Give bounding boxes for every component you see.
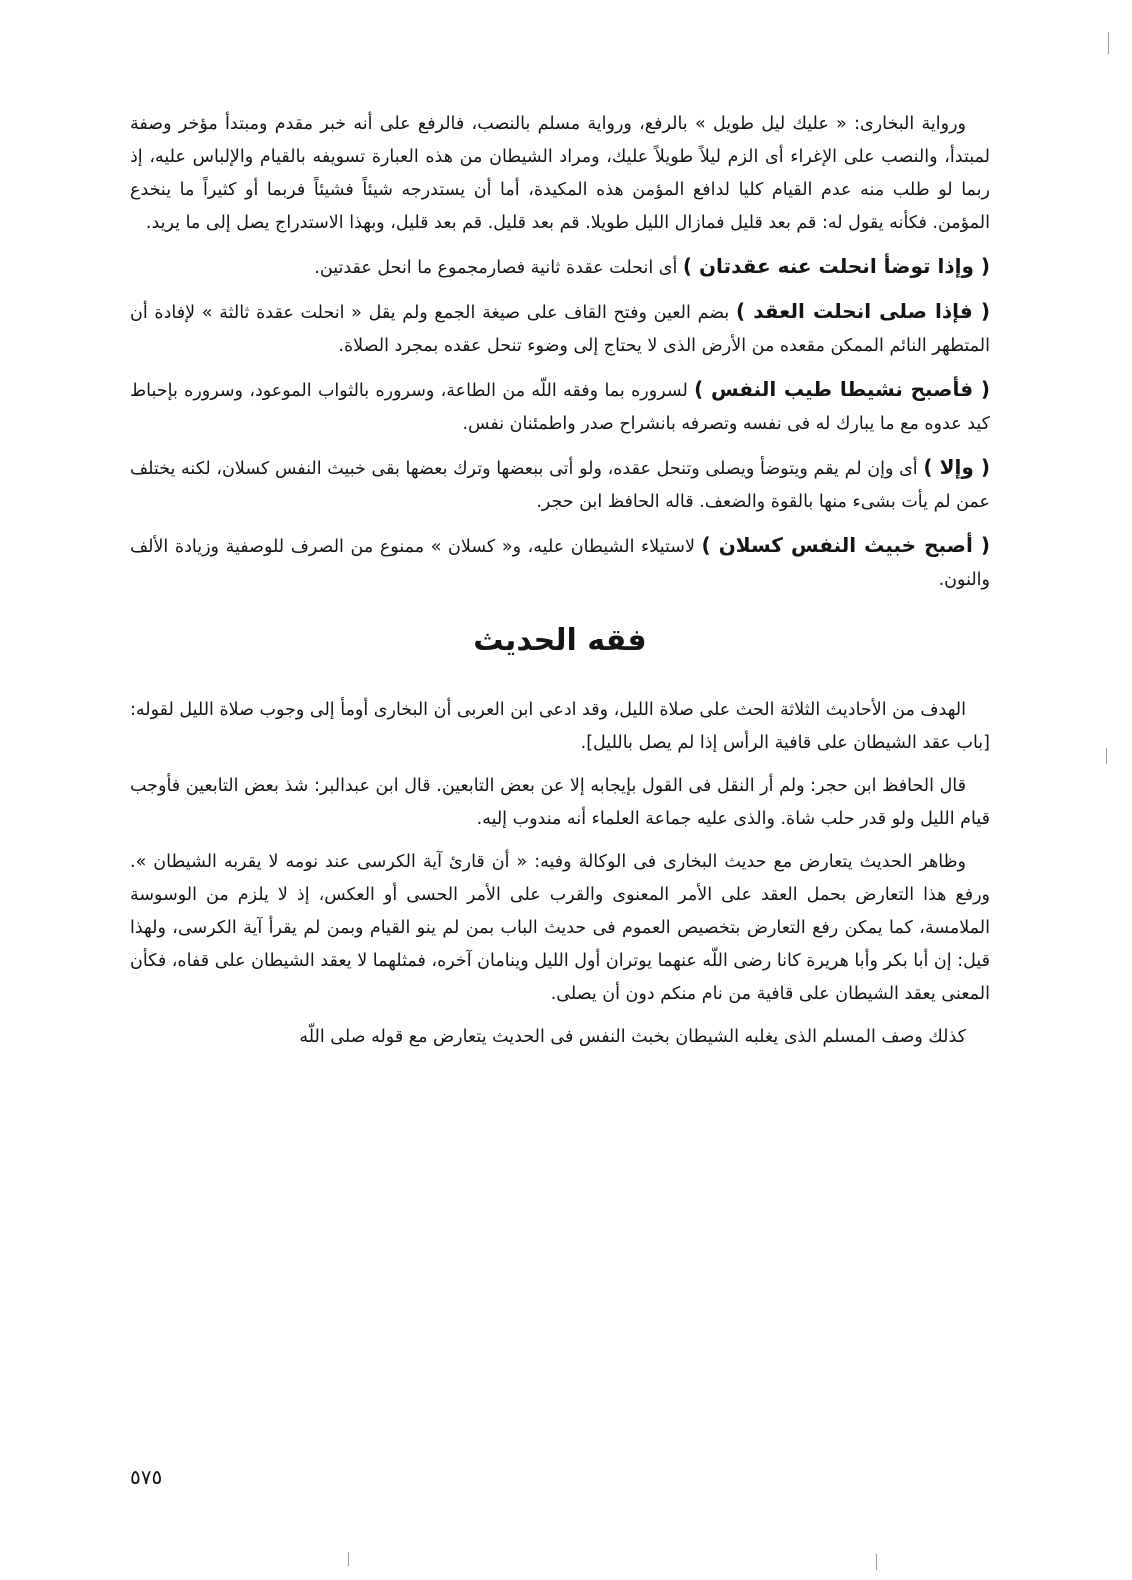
scan-mark (348, 1552, 349, 1566)
hadith-phrase: ( وإذا توضأ انحلت عنه عقدتان ) (682, 254, 990, 278)
body-paragraph: قال الحافظ ابن حجر: ولم أر النقل فى القول بإيجابه إلا عن بعض التابعين. قال ابن عبدالبر: شذ بعض التابعين فأوجب قيام الليل ولو قدر حلب شاة. والذى عليه جماعة العلماء أنه مندوب إليه. (130, 776, 990, 829)
scan-mark (876, 1554, 877, 1570)
commentary-paragraph (130, 451, 990, 519)
commentary-text: لسروره بما وفقه اللّه من الطاعة، وسروره بالثواب الموعود، وسروره بإحباط كيد عدوه مع ما يبارك له فى نفسه وتصرفه بانشراح صدر واطمئنان نفس. (130, 381, 990, 434)
body-paragraph: وظاهر الحديث يتعارض مع حديث البخارى فى الوكالة وفيه: « أن قارئ آية الكرسى عند نومه لا يقربه الشيطان ». ورفع هذا التعارض بحمل العقد على الأمر المعنوى والقرب على الأمر الحسى أو العكس، إذ لا يلزم من الوسوسة الملامسة، كما يمكن رفع التعارض بتخصيص العموم فى حديث الباب بمن لم ينو القيام وبمن لم يقرأ آية الكرسى، ولهذا قيل: إن أبا بكر وأبا هريرة كانا رضى اللّه عنهما يوتران أول الليل وينامان آخره، فمثلهما لا يعقد الشيطان على قفاه، فكأن المعنى يعقد الشيطان على قافية من نام منكم دون أن يصلى. (130, 852, 990, 1004)
commentary-paragraph (130, 295, 990, 363)
body-paragraph: كذلك وصف المسلم الذى يغلبه الشيطان بخبث النفس فى الحديث يتعارض مع قوله صلى اللّه (299, 1027, 966, 1047)
page-body (130, 108, 990, 1064)
section-heading: فقه الحديث (473, 623, 647, 658)
hadith-phrase: ( فأصبح نشيطا طيب النفس ) (694, 377, 990, 401)
body-paragraph: الهدف من الأحاديث الثلاثة الحث على صلاة الليل، وقد ادعى ابن العربى أن البخارى أومأ إلى وجوب صلاة الليل لقوله: [باب عقد الشيطان على قافية الرأس إذا لم يصل بالليل]. (130, 700, 990, 753)
page-number: ٥٧٥ (130, 1465, 163, 1489)
hadith-phrase: ( فإذا صلى انحلت العقد ) (735, 299, 990, 323)
commentary-paragraph (130, 373, 990, 441)
commentary-text: بضم العين وفتح القاف على صيغة الجمع ولم يقل « انحلت عقدة ثالثة » لإفادة أن المتطهر النائم الممكن مقعده من الأرض الذى لا يحتاج إلى وضوء تنحل عقده بمجرد الصلاة. (130, 303, 990, 356)
commentary-text: لاستيلاء الشيطان عليه، و« كسلان » ممنوع من الصرف للوصفية وزيادة الألف والنون. (130, 537, 990, 590)
commentary-paragraph (130, 108, 990, 240)
commentary-text: أى انحلت عقدة ثانية فصارمجموع ما انحل عقدتين. (314, 258, 683, 278)
scan-mark (1106, 748, 1107, 764)
scan-mark (1108, 32, 1109, 54)
commentary-paragraph (130, 250, 990, 285)
commentary-paragraph (130, 529, 990, 597)
hadith-phrase: ( أصبح خبيث النفس كسلان ) (701, 533, 991, 557)
commentary-text: ورواية البخارى: « عليك ليل طويل » بالرفع، ورواية مسلم بالنصب، فالرفع على أنه خبر مقدم ومبتدأ مؤخر وصفة لمبتدأ، والنصب على الإغراء أى الزم ليلاً طويلاً عليك، ومراد الشيطان من هذه العبارة تسويفه بالقيام والإلباس عليه، إذ ربما لو طلب منه عدم القيام كليا لدافع المؤمن هذه المكيدة، أما أن يستدرجه شيئاً فشيئاً فربما أو كثيراً ما ينخدع المؤمن. فكأنه يقول له: قم بعد قليل فمازال الليل طويلا. قم بعد قليل. قم بعد قليل، وبهذا الاستدراج يصل إلى ما يريد. (130, 114, 990, 233)
commentary-text: أى وإن لم يقم ويتوضأ ويصلى وتنحل عقده، ولو أتى ببعضها وترك بعضها بقى خبيث النفس كسلان، لكنه يختلف عمن لم يأت بشىء منها بالقوة والضعف. قاله الحافظ ابن حجر. (130, 459, 990, 512)
hadith-phrase: ( وإلا ) (923, 455, 991, 479)
